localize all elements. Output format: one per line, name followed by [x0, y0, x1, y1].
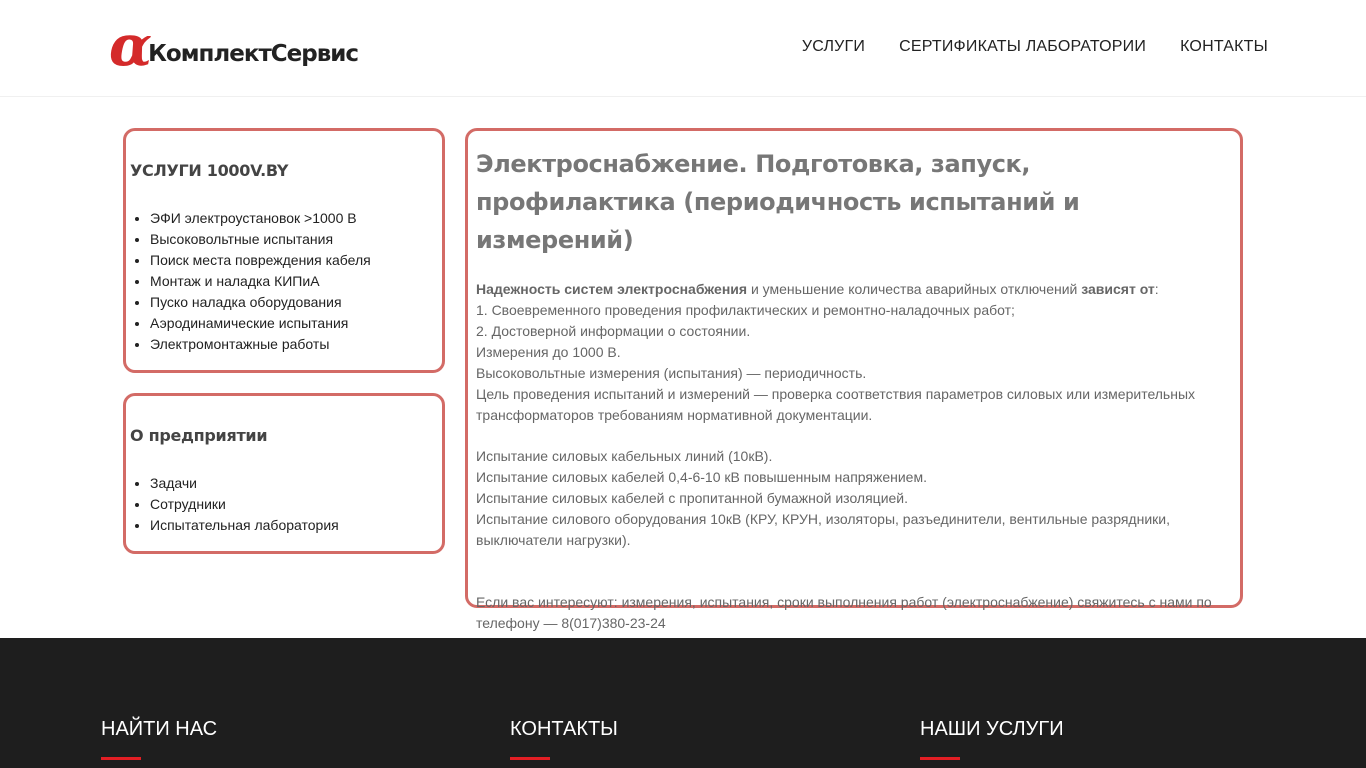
nav-item-contacts[interactable]: КОНТАКТЫ — [1180, 38, 1268, 55]
footer-heading-underline — [920, 757, 960, 760]
main-nav — [802, 38, 1268, 56]
sidebar-company-item[interactable]: • Сотрудники — [150, 494, 442, 515]
article-contact-line: Если вас интересуют: измерения, испытания, сроки выполнения работ (электроснабжение) свяжитесь с нами по телефону — 8(017)380-23-24 — [476, 594, 1212, 631]
article-intro-bold-2: зависят от — [1081, 281, 1155, 297]
logo-alpha-symbol: α — [109, 13, 153, 79]
footer-heading: КОНТАКТЫ — [510, 718, 618, 740]
article-box — [465, 128, 1243, 631]
nav-item-services[interactable]: УСЛУГИ — [801, 38, 866, 55]
article-intro-mid: и уменьшение количества аварийных отключений — [747, 281, 1082, 297]
footer-heading-underline — [510, 757, 550, 760]
site-header — [0, 0, 1366, 97]
article-line: Испытание силовых кабелей с пропитанной бумажной изоляцией. — [476, 490, 909, 506]
article-spacer — [476, 426, 1232, 446]
article-line: Измерения до 1000 В. — [476, 344, 621, 360]
article-title: Электроснабжение. Подготовка, запуск, профилактика (периодичность испытаний и измерений) — [476, 150, 1080, 254]
article-line: Цель проведения испытаний и измерений — проверка соответствия параметров силовых или измерительных трансформаторов требованиям нормативной документации. — [476, 386, 1196, 423]
footer-heading: НАШИ УСЛУГИ — [920, 718, 1064, 740]
logo-text: КомплектСервис — [148, 41, 359, 67]
sidebar-company-box — [123, 393, 445, 554]
article-line: 1. Своевременного проведения профилактических и ремонтно-наладочных работ; — [476, 302, 1015, 318]
sidebar-service-item[interactable]: • Пуско наладка оборудования — [150, 292, 442, 313]
footer-column-find-us — [101, 718, 217, 760]
sidebar-service-item[interactable]: • Монтаж и наладка КИПиА — [150, 271, 442, 292]
article-line: Испытание силового оборудования 10кВ (КРУ, КРУН, изоляторы, разъединители, вентильные разрядники, выключатели нагрузки). — [476, 511, 1170, 548]
article-intro-bold-1: Надежность систем электроснабжения — [476, 281, 748, 297]
sidebar-company-item[interactable]: • Испытательная лаборатория — [150, 515, 442, 536]
sidebar-service-item[interactable]: • Электромонтажные работы — [150, 334, 442, 355]
sidebar-service-item[interactable]: • Высоковольтные испытания — [150, 229, 442, 250]
sidebar-company-list — [150, 473, 442, 536]
sidebar-service-item[interactable]: • ЭФИ электроустановок >1000 В — [150, 208, 442, 229]
article-intro-end: : — [1154, 281, 1159, 297]
sidebar-services-title: УСЛУГИ 1000V.BY — [130, 161, 289, 180]
article-body — [476, 279, 1232, 634]
nav-item-lab-certificates[interactable]: СЕРТИФИКАТЫ ЛАБОРАТОРИИ — [899, 38, 1147, 55]
footer-column-contacts — [510, 718, 618, 760]
article-line: Высоковольтные измерения (испытания) — периодичность. — [476, 365, 867, 381]
article-line: 2. Достоверной информации о состоянии. — [476, 323, 751, 339]
article-intro — [476, 279, 1232, 300]
article-line: Испытание силовых кабелей 0,4-6-10 кВ повышенным напряжением. — [476, 469, 927, 485]
sidebar-service-item[interactable]: • Поиск места повреждения кабеля — [150, 250, 442, 271]
article-line: Испытание силовых кабельных линий (10кВ). — [476, 448, 773, 464]
article-spacer — [476, 551, 1232, 592]
footer-heading-underline — [101, 757, 141, 760]
site-footer — [0, 638, 1366, 768]
sidebar-services-box — [123, 128, 445, 373]
footer-heading: НАЙТИ НАС — [101, 718, 218, 740]
sidebar-service-item[interactable]: • Аэродинамические испытания — [150, 313, 442, 334]
sidebar-company-title: О предприятии — [130, 426, 268, 445]
footer-column-our-services — [920, 718, 1064, 760]
site-logo[interactable] — [109, 13, 359, 79]
sidebar-company-item[interactable]: • Задачи — [150, 473, 442, 494]
sidebar-services-list — [150, 208, 442, 355]
